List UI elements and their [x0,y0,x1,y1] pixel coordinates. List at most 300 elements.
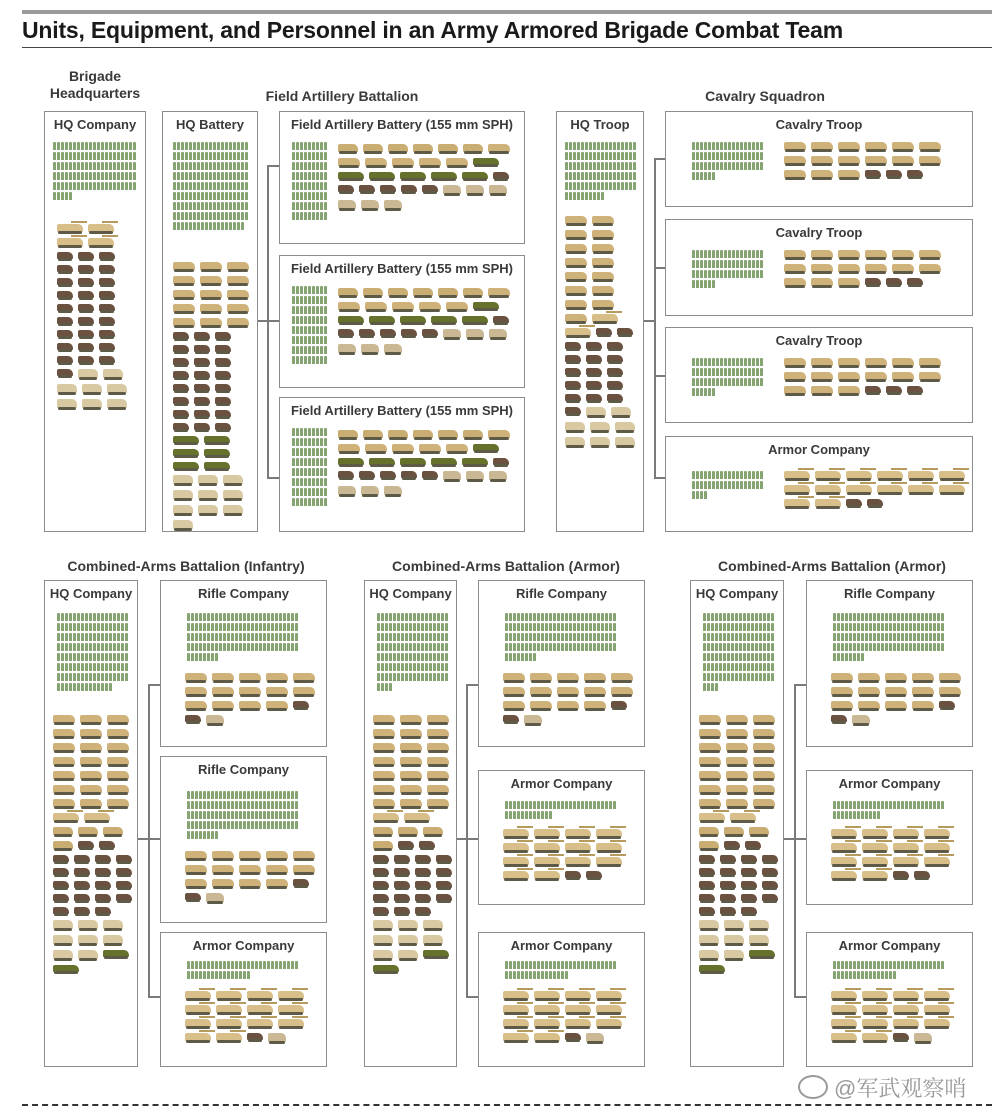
soldier-icon [316,428,319,436]
soldier-icon [121,633,124,641]
utility-vehicle-icon [720,868,736,875]
soldier-icon [703,653,706,661]
tank-icon [534,843,560,851]
soldier-icon [185,182,188,190]
soldier-icon [405,673,408,681]
soldier-icon [219,791,222,799]
soldier-icon [304,142,307,150]
ifv-icon [173,262,195,270]
soldier-icon [732,481,735,489]
soldier-icon [177,212,180,220]
soldier-icon [173,142,176,150]
howitzer-icon [338,288,358,296]
soldier-icon [209,212,212,220]
ifv-icon [726,799,748,807]
soldier-icon [57,663,60,671]
ifv-icon [858,701,880,709]
soldier-icon [537,623,540,631]
soldier-icon [243,971,246,979]
soldier-icon [117,673,120,681]
ifv-icon [200,318,222,326]
soldier-icon [304,488,307,496]
soldier-icon [324,336,327,344]
ifv-icon [565,244,587,252]
soldier-icon [633,152,636,160]
soldier-icon [89,182,92,190]
soldier-icon [324,428,327,436]
ifv-icon [811,170,833,178]
soldier-icon [292,286,295,294]
ifv-icon [107,743,129,751]
soldier-icon [521,971,524,979]
tank-icon [565,1005,591,1013]
soldier-icon [763,653,766,661]
soldier-icon [287,791,290,799]
soldier-icon [229,162,232,170]
soldier-icon [893,801,896,809]
soldier-icon [865,971,868,979]
soldier-icon [509,801,512,809]
soldier-icon [189,182,192,190]
soldier-icon [69,142,72,150]
utility-vehicle-icon [380,185,396,192]
ifv-icon [400,785,422,793]
soldier-icon [712,162,715,170]
truck-icon [489,329,507,338]
soldier-icon [505,961,508,969]
tank-icon [862,843,888,851]
cargo-truck-icon [103,920,123,929]
ifv-icon [530,673,552,681]
utility-vehicle-icon [57,278,73,285]
soldier-icon [529,653,532,661]
soldier-icon [573,142,576,150]
soldier-icon [692,491,695,499]
soldier-icon [133,142,136,150]
soldier-icon [53,142,56,150]
soldier-icon [287,633,290,641]
soldier-icon [715,623,718,631]
soldier-icon [243,801,246,809]
soldier-icon [739,673,742,681]
soldier-icon [589,643,592,651]
soldier-icon [724,152,727,160]
soldier-icon [704,152,707,160]
green-vehicle-icon [204,462,230,469]
soldier-icon [723,663,726,671]
soldier-icon [105,613,108,621]
soldier-icon [247,811,250,819]
soldier-icon [941,623,944,631]
tank-icon [534,991,560,999]
soldier-icon [881,643,884,651]
utility-vehicle-icon [741,855,757,862]
soldier-icon [199,623,202,631]
soldier-icon [732,471,735,479]
soldier-icon [239,791,242,799]
soldier-icon [833,961,836,969]
soldier-icon [716,142,719,150]
soldier-icon [509,653,512,661]
soldier-icon [381,623,384,631]
unit-box-cav-armor-company [665,436,973,532]
howitzer-icon [699,827,719,835]
soldier-icon [125,162,128,170]
ifv-icon [565,272,587,280]
soldier-icon [195,653,198,661]
soldier-icon [513,613,516,621]
soldier-icon [385,613,388,621]
soldier-icon [271,821,274,829]
connector [267,477,279,479]
soldier-icon [195,961,198,969]
soldier-icon [300,488,303,496]
soldier-icon [177,182,180,190]
soldier-icon [889,623,892,631]
ifv-icon [557,687,579,695]
green-vehicle-icon [400,172,426,179]
soldier-icon [205,182,208,190]
soldier-icon [704,481,707,489]
soldier-icon [752,471,755,479]
soldier-icon [593,801,596,809]
soldier-icon [389,613,392,621]
soldier-icon [233,222,236,230]
soldier-icon [389,663,392,671]
soldier-icon [692,280,695,288]
soldier-icon [73,623,76,631]
soldier-icon [707,663,710,671]
ifv-icon [784,264,806,272]
soldier-icon [320,356,323,364]
ifv-icon [557,673,579,681]
soldier-icon [117,162,120,170]
soldier-icon [105,623,108,631]
soldier-icon [129,162,132,170]
ifv-icon [200,276,222,284]
soldier-icon [263,643,266,651]
ifv-icon [392,158,414,166]
soldier-icon [704,388,707,396]
soldier-icon [279,791,282,799]
soldier-icon [425,643,428,651]
soldier-icon [181,212,184,220]
soldier-icon [393,613,396,621]
soldier-icon [295,633,298,641]
soldier-icon [707,643,710,651]
soldier-icon [889,643,892,651]
soldier-icon [312,448,315,456]
soldier-icon [561,971,564,979]
soldier-icon [279,643,282,651]
soldier-icon [545,971,548,979]
soldier-icon [381,653,384,661]
soldier-icon [881,801,884,809]
soldier-icon [771,653,774,661]
soldier-icon [197,142,200,150]
tank-icon [185,1019,211,1027]
soldier-icon [225,142,228,150]
unit-label: Armor Company [510,938,613,953]
soldier-icon [259,811,262,819]
soldier-icon [549,811,552,819]
soldier-icon [760,368,763,376]
soldier-icon [897,643,900,651]
soldier-icon [173,172,176,180]
soldier-icon [696,152,699,160]
soldier-icon [263,821,266,829]
soldier-icon [708,388,711,396]
soldier-icon [413,663,416,671]
tank-icon [596,1005,622,1013]
utility-vehicle-icon [565,871,581,878]
green-vehicle-icon [338,458,364,465]
soldier-icon [259,633,262,641]
ifv-icon [293,851,315,859]
soldier-icon [617,142,620,150]
soldier-icon [185,142,188,150]
soldier-icon [601,961,604,969]
soldier-icon [65,633,68,641]
soldier-icon [909,633,912,641]
soldier-icon [101,172,104,180]
soldier-icon [385,653,388,661]
truck-icon [914,1033,932,1042]
soldier-icon [711,633,714,641]
soldier-icon [585,162,588,170]
soldier-icon [857,811,860,819]
green-vehicle-icon [173,436,199,443]
soldier-icon [723,653,726,661]
soldier-icon [203,811,206,819]
utility-vehicle-icon [699,881,715,888]
soldier-icon [275,821,278,829]
ifv-icon [699,715,721,723]
soldier-icon [704,368,707,376]
tank-icon [893,1019,919,1027]
soldier-icon [308,192,311,200]
soldier-icon [316,448,319,456]
soldier-icon [853,613,856,621]
soldier-icon [316,478,319,486]
soldier-icon [308,468,311,476]
soldier-icon [735,663,738,671]
tank-icon [534,857,560,865]
utility-vehicle-icon [373,907,389,914]
soldier-icon [203,623,206,631]
ifv-icon [446,302,468,310]
soldier-icon [296,346,299,354]
soldier-icon [221,142,224,150]
utility-vehicle-icon [194,397,210,404]
soldier-icon [65,623,68,631]
cargo-truck-icon [173,505,193,514]
soldier-icon [304,458,307,466]
soldier-icon [69,633,72,641]
soldier-icon [921,801,924,809]
unit-label: HQ Troop [570,117,630,132]
soldier-icon [752,152,755,160]
soldier-icon [267,801,270,809]
soldier-icon [295,643,298,651]
soldier-icon [845,633,848,641]
soldier-icon [191,961,194,969]
soldier-icon [569,613,572,621]
green-vehicle-icon [462,458,488,465]
soldier-icon [715,673,718,681]
soldier-icon [525,811,528,819]
soldier-icon [85,623,88,631]
cargo-truck-icon [57,384,77,393]
soldier-icon [97,623,100,631]
soldier-icon [751,613,754,621]
soldier-icon [211,653,214,661]
soldier-icon [251,633,254,641]
soldier-icon [101,643,104,651]
soldier-icon [181,172,184,180]
soldier-icon [585,172,588,180]
ifv-icon [892,264,914,272]
soldier-icon [421,663,424,671]
soldier-icon [841,633,844,641]
soldier-icon [231,971,234,979]
soldier-icon [308,316,311,324]
soldier-icon [195,811,198,819]
soldier-icon [744,260,747,268]
tank-icon [592,314,618,322]
soldier-icon [409,643,412,651]
tank-icon [846,471,872,479]
green-vehicle-icon [338,316,364,323]
soldier-icon [748,162,751,170]
soldier-icon [312,356,315,364]
soldier-icon [933,633,936,641]
soldier-icon [696,250,699,258]
soldier-icon [692,471,695,479]
utility-vehicle-icon [565,355,581,362]
unit-box-fa-battery-2 [279,255,525,388]
utility-vehicle-icon [914,871,930,878]
utility-vehicle-icon [720,894,736,901]
soldier-icon [377,623,380,631]
soldier-icon [401,613,404,621]
soldier-icon [316,286,319,294]
soldier-icon [521,623,524,631]
soldier-icon [873,801,876,809]
utility-vehicle-icon [359,471,375,478]
soldier-icon [909,961,912,969]
soldier-icon [223,971,226,979]
soldier-icon [857,613,860,621]
ifv-icon [503,673,525,681]
soldier-icon [237,192,240,200]
soldier-icon [300,498,303,506]
utility-vehicle-icon [415,868,431,875]
soldier-icon [389,683,392,691]
soldier-icon [747,653,750,661]
ifv-icon [293,865,315,873]
unit-label: Cavalry Troop [775,333,863,348]
ifv-icon [838,156,860,164]
personnel-grid [692,358,764,398]
utility-vehicle-icon [173,358,189,365]
soldier-icon [291,811,294,819]
soldier-icon [205,142,208,150]
soldier-icon [909,613,912,621]
soldier-icon [292,152,295,160]
soldier-icon [195,821,198,829]
soldier-icon [287,623,290,631]
soldier-icon [845,613,848,621]
tank-icon [862,1019,888,1027]
ifv-icon [392,444,414,452]
group-label-cab-armor-1: Combined-Arms Battalion (Armor) [392,558,620,574]
ifv-icon [565,258,587,266]
soldier-icon [716,481,719,489]
soldier-icon [613,623,616,631]
soldier-icon [207,801,210,809]
soldier-icon [308,172,311,180]
soldier-icon [712,481,715,489]
soldier-icon [545,613,548,621]
soldier-icon [251,613,254,621]
connector [466,684,478,686]
cargo-truck-icon [173,475,193,484]
utility-vehicle-icon [394,881,410,888]
soldier-icon [233,152,236,160]
soldier-icon [221,162,224,170]
soldier-icon [897,961,900,969]
soldier-icon [291,623,294,631]
soldier-icon [225,182,228,190]
soldier-icon [841,643,844,651]
utility-vehicle-icon [611,701,627,708]
utility-vehicle-icon [565,342,581,349]
soldier-icon [601,152,604,160]
ifv-icon [365,302,387,310]
tank-icon [534,829,560,837]
soldier-icon [513,643,516,651]
soldier-icon [755,623,758,631]
soldier-icon [189,202,192,210]
utility-vehicle-icon [74,907,90,914]
ifv-icon [173,290,195,298]
soldier-icon [629,182,632,190]
utility-vehicle-icon [607,342,623,349]
soldier-icon [101,623,104,631]
soldier-icon [433,673,436,681]
soldier-icon [283,623,286,631]
tank-icon [893,843,919,851]
cargo-truck-icon [223,490,243,499]
soldier-icon [177,162,180,170]
soldier-icon [191,821,194,829]
soldier-icon [833,801,836,809]
green-vehicle-icon [400,316,426,323]
soldier-icon [437,673,440,681]
soldier-icon [385,683,388,691]
ifv-icon [503,701,525,709]
soldier-icon [292,202,295,210]
soldier-icon [121,623,124,631]
soldier-icon [173,222,176,230]
soldier-icon [517,811,520,819]
soldier-icon [933,623,936,631]
soldier-icon [413,673,416,681]
soldier-icon [121,643,124,651]
soldier-icon [117,633,120,641]
soldier-icon [696,368,699,376]
